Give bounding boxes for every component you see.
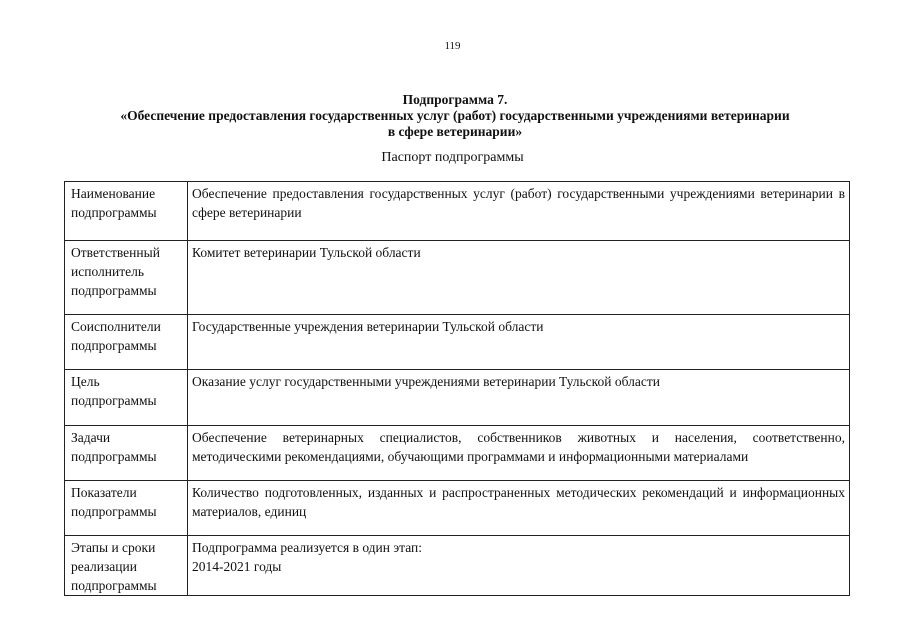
- row-value-goal: Оказание услуг государственными учреждениями ветеринарии Тульской области: [188, 370, 850, 426]
- passport-table: [64, 181, 850, 596]
- label-line: Наименование: [71, 186, 156, 201]
- row-label-indicators: [65, 481, 188, 536]
- row-label-tasks: [65, 426, 188, 481]
- label-line: Задачи: [71, 430, 111, 445]
- label-line: подпрограммы: [71, 205, 157, 220]
- label-line: Соисполнители: [71, 319, 161, 334]
- row-value-coexecutors: Государственные учреждения ветеринарии Тульской области: [188, 315, 850, 370]
- title-line-3: в сфере ветеринарии»: [387, 124, 523, 139]
- value-line: 2014-2021 годы: [192, 559, 282, 574]
- title-line-2: «Обеспечение предоставления государственных услуг (работ) государственными учреждениями ветеринарии: [120, 108, 790, 123]
- label-line: подпрограммы: [71, 283, 157, 298]
- row-label-name: [65, 182, 188, 241]
- label-line: Цель: [71, 374, 100, 389]
- label-line: реализации: [71, 559, 137, 574]
- row-value-name: Обеспечение предоставления государственных услуг (работ) государственными учреждениями ветеринарии в сфере ветеринарии: [188, 182, 850, 241]
- table-row: [65, 370, 850, 426]
- row-value-responsible: Комитет ветеринарии Тульской области: [188, 241, 850, 315]
- value-line: Подпрограмма реализуется в один этап:: [192, 540, 423, 555]
- row-value-indicators: Количество подготовленных, изданных и распространенных методических рекомендаций и информационных материалов, единиц: [188, 481, 850, 536]
- table-row: [65, 315, 850, 370]
- label-line: подпрограммы: [71, 393, 157, 408]
- label-line: исполнитель: [71, 264, 144, 279]
- row-label-stages: [65, 536, 188, 596]
- label-line: подпрограммы: [71, 338, 157, 353]
- row-value-stages: [188, 536, 850, 596]
- table-row: [65, 182, 850, 241]
- label-line: Ответственный: [71, 245, 160, 260]
- table-row: [65, 536, 850, 596]
- row-label-goal: [65, 370, 188, 426]
- title-line-1: Подпрограмма 7.: [402, 92, 508, 107]
- label-line: подпрограммы: [71, 578, 157, 593]
- table-row: [65, 481, 850, 536]
- label-line: Показатели: [71, 485, 137, 500]
- table-row: [65, 241, 850, 315]
- label-line: подпрограммы: [71, 449, 157, 464]
- row-label-responsible: [65, 241, 188, 315]
- row-label-coexecutors: [65, 315, 188, 370]
- row-value-tasks: Обеспечение ветеринарных специалистов, собственников животных и населения, соответственно, методическими рекомендациями, обучающими программами и информационными материалами: [188, 426, 850, 481]
- label-line: подпрограммы: [71, 504, 157, 519]
- table-row: [65, 426, 850, 481]
- passport-subtitle: Паспорт подпрограммы: [381, 150, 524, 165]
- document-title: [40, 92, 870, 140]
- page-number: 119: [444, 40, 461, 52]
- label-line: Этапы и сроки: [71, 540, 156, 555]
